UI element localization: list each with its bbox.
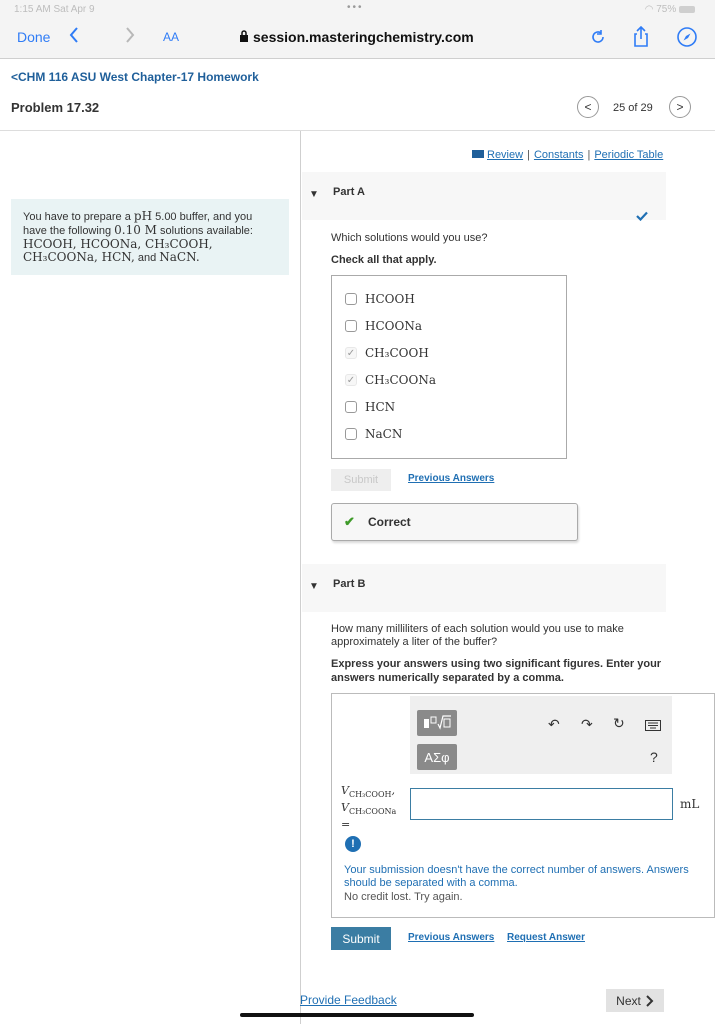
checkbox-checked-icon[interactable]: ✓ xyxy=(346,374,356,386)
part-a-instruction: Check all that apply. xyxy=(331,254,437,266)
choice-label: NaCN xyxy=(365,427,403,441)
variable-symbol: V xyxy=(341,801,349,815)
part-a-label: Part A xyxy=(333,186,365,198)
part-b-header[interactable] xyxy=(302,564,666,612)
intro-line xyxy=(23,224,279,238)
reset-icon[interactable]: ↻ xyxy=(613,715,625,731)
chevron-right-icon xyxy=(124,26,136,44)
chevron-left-icon: < xyxy=(11,70,19,84)
choice-label: HCN xyxy=(365,400,396,414)
help-button[interactable]: ? xyxy=(650,749,658,765)
checkmark-icon xyxy=(636,208,648,226)
part-b-label: Part B xyxy=(333,578,366,590)
forward-button[interactable] xyxy=(124,26,136,50)
checkbox-icon[interactable] xyxy=(345,320,357,332)
intro-math: HCOOH, HCOONa, CH₃COOH, xyxy=(23,237,213,251)
undo-icon[interactable]: ↶ xyxy=(548,716,560,732)
back-button[interactable] xyxy=(68,26,80,50)
next-button-label: Next xyxy=(616,993,641,1008)
checkbox-icon[interactable] xyxy=(345,428,357,440)
choice-ch3coona[interactable] xyxy=(345,371,436,389)
reload-icon[interactable] xyxy=(589,28,607,51)
equals-sign: = xyxy=(341,818,351,832)
status-time: 1:15 AM Sat Apr 9 xyxy=(14,4,95,15)
link-separator: | xyxy=(527,149,530,161)
chevron-right-icon xyxy=(644,995,654,1007)
text-size-button[interactable]: AA xyxy=(163,30,180,44)
unit-label: mL xyxy=(680,797,700,811)
part-b-question-line-2: approximately a liter of the buffer? xyxy=(331,636,498,648)
chevron-right-icon: > xyxy=(676,100,684,114)
intro-line xyxy=(23,251,279,265)
page-indicator: 25 of 29 xyxy=(613,102,653,114)
warning-line: should be separated with a comma. xyxy=(344,877,518,889)
chevron-left-icon: < xyxy=(584,100,592,114)
greek-symbols-button[interactable]: ΑΣφ xyxy=(417,744,457,770)
checkmark-icon: ✔ xyxy=(344,514,355,529)
part-a-submit-button[interactable]: Submit xyxy=(331,469,391,491)
checkbox-checked-icon[interactable]: ✓ xyxy=(346,347,356,359)
choice-label: HCOONa xyxy=(365,319,422,333)
warning-line: Your submission doesn't have the correct number of answers. Answers xyxy=(344,864,689,876)
wifi-icon: ◠ xyxy=(644,4,654,15)
part-a-question: Which solutions would you use? xyxy=(331,232,488,244)
previous-problem-button[interactable] xyxy=(577,96,599,118)
feedback-text: Correct xyxy=(368,515,411,529)
intro-math: NaCN. xyxy=(159,250,200,264)
intro-math: 0.10 M xyxy=(114,223,157,237)
done-button[interactable]: Done xyxy=(17,29,51,45)
battery-percent: 75% xyxy=(656,4,677,15)
choice-ch3cooh[interactable] xyxy=(345,344,429,362)
variable-subscript: CH₃COONa xyxy=(348,807,397,817)
url-field[interactable]: session.masteringchemistry.com xyxy=(253,29,474,45)
choice-list xyxy=(331,275,567,459)
choice-nacn[interactable] xyxy=(345,425,402,443)
breadcrumb[interactable] xyxy=(11,70,259,84)
part-a-header[interactable] xyxy=(302,172,666,220)
review-link[interactable]: Review xyxy=(487,149,524,161)
column-divider xyxy=(300,131,301,1024)
multitask-dots-icon[interactable]: ••• xyxy=(347,2,364,13)
status-bar xyxy=(0,0,715,18)
part-b-submit-button[interactable]: Submit xyxy=(331,927,391,950)
lock-icon xyxy=(239,30,249,48)
breadcrumb-label: CHM 116 ASU West Chapter-17 Homework xyxy=(18,70,259,84)
collapse-triangle-icon: ▼ xyxy=(309,189,319,200)
resource-links xyxy=(472,149,663,161)
next-problem-button[interactable] xyxy=(669,96,691,118)
warning-icon: ! xyxy=(345,836,361,852)
feedback-correct xyxy=(331,503,578,541)
status-battery xyxy=(645,4,695,15)
part-a-previous-answers-link[interactable]: Previous Answers xyxy=(408,473,495,484)
book-icon xyxy=(472,150,484,158)
answer-input[interactable] xyxy=(410,788,673,820)
intro-text: and xyxy=(137,252,157,264)
part-b-question-line-1: How many milliliters of each solution would you use to make xyxy=(331,623,624,635)
checkbox-icon[interactable] xyxy=(345,401,357,413)
part-b-previous-answers-link[interactable]: Previous Answers xyxy=(408,932,495,943)
next-button[interactable] xyxy=(606,989,664,1012)
request-answer-link[interactable]: Request Answer xyxy=(507,932,585,943)
choice-hcn[interactable] xyxy=(345,398,395,416)
provide-feedback-link[interactable]: Provide Feedback xyxy=(300,993,397,1007)
variable-subscript: CH₃COOH xyxy=(348,790,392,800)
page-title: Problem 17.32 xyxy=(11,100,100,115)
choice-hcooh[interactable] xyxy=(345,290,415,308)
intro-math: pH xyxy=(133,209,153,223)
no-credit-message: No credit lost. Try again. xyxy=(344,891,463,903)
keyboard-icon[interactable] xyxy=(645,718,661,734)
math-toolbar xyxy=(410,696,672,774)
choice-label: CH₃COONa xyxy=(365,373,436,387)
part-b-instruction-line-2: answers numerically separated by a comma. xyxy=(331,672,564,684)
problem-intro xyxy=(11,199,289,275)
constants-link[interactable]: Constants xyxy=(533,149,584,161)
template-button[interactable] xyxy=(417,710,457,736)
intro-text: 5.00 buffer, and you xyxy=(155,211,253,223)
header-divider xyxy=(0,130,715,131)
warning-message xyxy=(344,864,704,890)
compass-icon[interactable] xyxy=(676,26,698,53)
answer-panel xyxy=(331,693,715,918)
variable-symbol: V xyxy=(341,784,349,797)
redo-icon[interactable]: ↷ xyxy=(581,716,593,732)
periodic-table-link[interactable]: Periodic Table xyxy=(594,149,664,161)
browser-toolbar xyxy=(0,18,715,59)
intro-line xyxy=(23,210,279,224)
home-indicator[interactable] xyxy=(240,1013,474,1017)
choice-hcoona[interactable] xyxy=(345,317,422,335)
intro-text: You have to prepare a xyxy=(23,211,131,223)
chevron-left-icon xyxy=(68,26,80,44)
intro-math: CH₃COONa, HCN, xyxy=(23,250,135,264)
checkbox-icon[interactable] xyxy=(345,293,357,305)
intro-text: solutions available: xyxy=(160,225,253,237)
choice-label: CH₃COOH xyxy=(365,346,429,360)
answer-variable-label: $V_{CH_3COOH}$, $V_{CH_3COONa}$ = xyxy=(341,784,397,832)
battery-icon xyxy=(679,6,695,13)
link-separator: | xyxy=(587,149,591,161)
share-icon[interactable] xyxy=(631,26,651,53)
intro-text: have the following xyxy=(23,225,112,237)
collapse-triangle-icon: ▼ xyxy=(309,581,319,592)
choice-label: HCOOH xyxy=(365,292,415,306)
part-b-instruction-line-1: Express your answers using two significant figures. Enter your xyxy=(331,658,662,670)
template-icon xyxy=(421,714,453,732)
